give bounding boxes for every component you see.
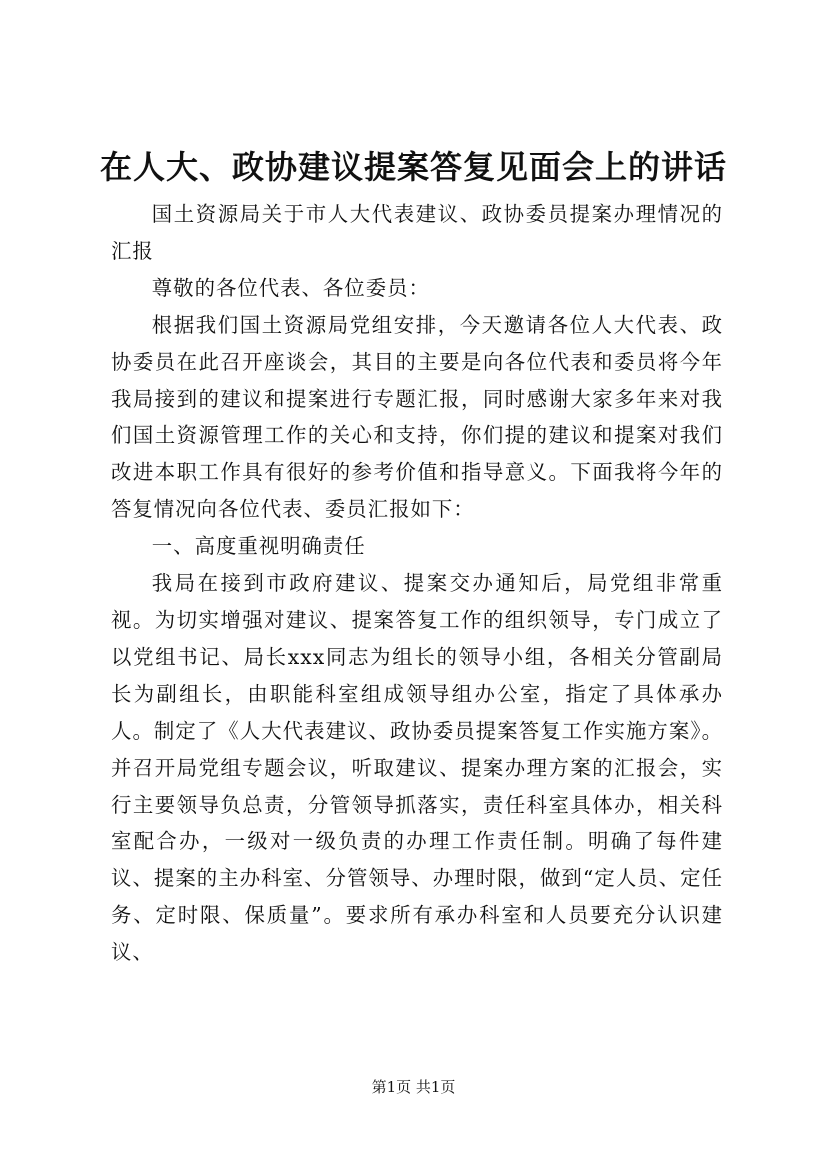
paragraph-section-1: 我局在接到市政府建议、提案交办通知后，局党组非常重视。为切实增强对建议、提案答复工作的组织领导，专门成立了以党组书记、局长xxx同志为组长的领导小组，各相关分管副局长为副组长，由职能科室组成领导组办公室，指定了具体承办人。制定了《人大代表建议、政协委员提案答复工作实施方案》。并召开局党组专题会议，听取建议、提案办理方案的汇报会，实行主要领导负总责，分管领导抓落实，责任科室具体办，相关科室配合办，一级对一级负责的办理工作责任制。明确了每件建议、提案的主办科室、分管领导、办理时限，做到“定人员、定任务、定时限、保质量”。要求所有承办科室和人员要充分认识建议、 bbox=[111, 571, 723, 965]
section-heading-1: 一、高度重视明确责任 bbox=[151, 534, 366, 559]
document-title: 在人大、政协建议提案答复见面会上的讲话 bbox=[99, 148, 727, 186]
paragraph-introduction: 根据我们国土资源局党组安排，今天邀请各位人大代表、政协委员在此召开座谈会，其目的主要是向各位代表和委员将今年我局接到的建议和提案进行专题汇报，同时感谢大家多年来对我们国土资源管理工作的关心和支持，你们提的建议和提案对我们改进本职工作具有很好的参考价值和指导意义。下面我将今年的答复情况向各位代表、委员汇报如下： bbox=[111, 312, 723, 522]
document-body bbox=[111, 196, 723, 971]
page-number-footer: 第1页 共1页 bbox=[371, 1078, 456, 1096]
paragraph-subtitle: 国土资源局关于市人大代表建议、政协委员提案办理情况的汇报 bbox=[111, 202, 723, 263]
paragraph-salutation: 尊敬的各位代表、各位委员： bbox=[151, 275, 430, 300]
